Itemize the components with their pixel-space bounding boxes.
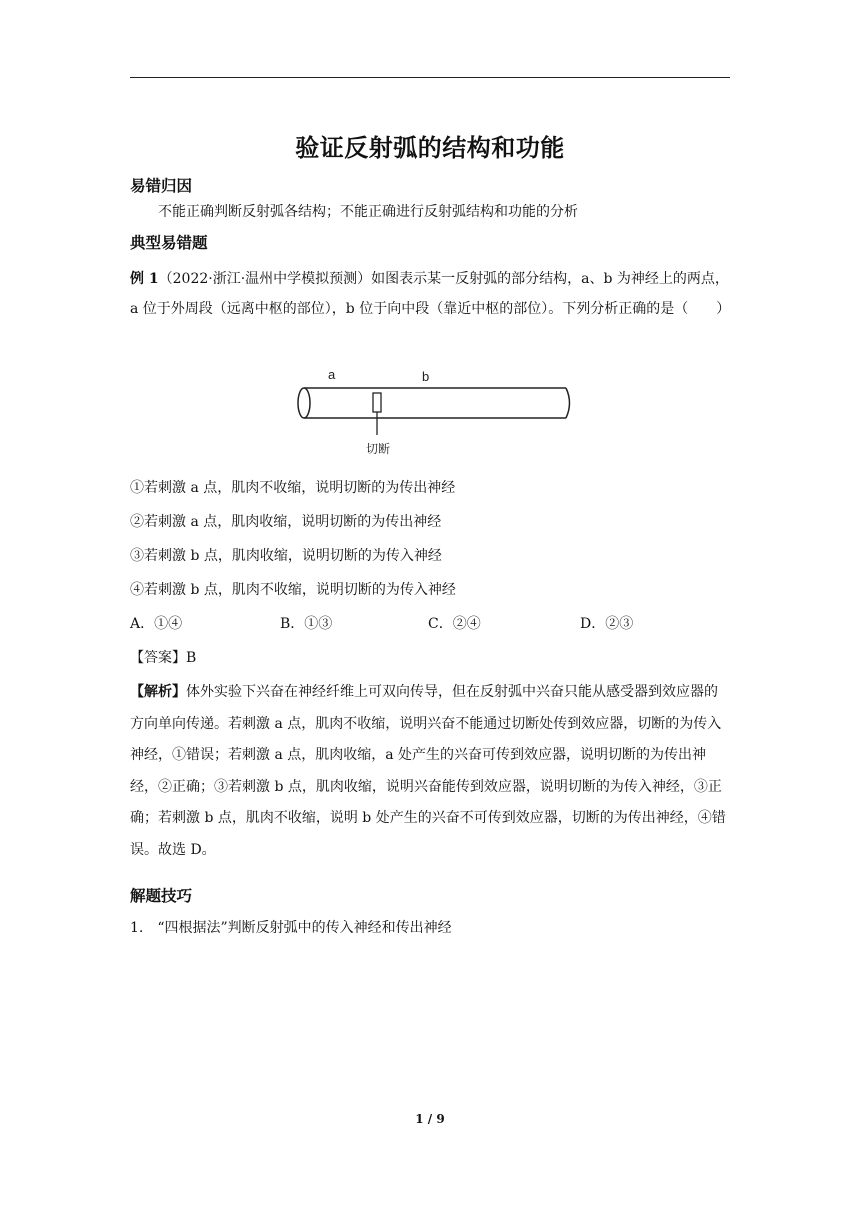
- example-label: 例 1: [130, 271, 159, 287]
- answer-value: B: [186, 650, 197, 666]
- tip-1: 1. “四根据法”判断反射弧中的传入神经和传出神经: [130, 920, 452, 936]
- label-b: b: [422, 369, 430, 384]
- statement-3: ③若刺激 b 点，肌肉收缩，说明切断的为传入神经: [130, 548, 442, 564]
- nerve-diagram: [290, 363, 580, 463]
- example-stem-text: （2022·浙江·温州中学模拟预测）如图表示某一反射弧的部分结构，a、b 为神经上的两点，a 位于外周段（远离中枢的部位），b 位于向中段（靠近中枢的部位）。下列分析正确的是（ ）: [130, 271, 731, 317]
- label-a: a: [328, 367, 336, 382]
- option-a: A．①④: [130, 616, 183, 632]
- analysis: [130, 677, 730, 866]
- header-rule: [130, 77, 730, 78]
- statement-2: ②若刺激 a 点，肌肉收缩，说明切断的为传出神经: [130, 514, 442, 530]
- option-d: D．②③: [580, 616, 634, 632]
- nerve-right-end: [566, 388, 570, 418]
- cut-label: 切断: [366, 442, 391, 456]
- typical-errors-heading: 典型易错题: [130, 234, 208, 252]
- analysis-label: 【解析】: [130, 684, 186, 700]
- statement-1: ①若刺激 a 点，肌肉不收缩，说明切断的为传出神经: [130, 480, 456, 496]
- error-cause-heading: 易错归因: [130, 177, 193, 195]
- statement-4: ④若刺激 b 点，肌肉不收缩，说明切断的为传入神经: [130, 582, 456, 598]
- option-c: C．②④: [428, 616, 481, 632]
- analysis-text: 体外实验下兴奋在神经纤维上可双向传导，但在反射弧中兴奋只能从感受器到效应器的方向单向传递。若刺激 a 点，肌肉不收缩，说明兴奋不能通过切断处传到效应器，切断的为传入神经，①错误；若刺激 a 点，肌肉收缩，a 处产生的兴奋可传到效应器，说明切断的为传出神经，②正确；③若刺激 b 点，肌肉收缩，说明兴奋能传到效应器，说明切断的为传入神经，③正确；若刺激 b 点，肌肉不收缩，说明 b 处产生的兴奋不可传到效应器，切断的为传出神经，④错误。故选 D。: [130, 684, 726, 858]
- nerve-left-end: [298, 388, 310, 418]
- answer-label: 【答案】: [130, 650, 186, 666]
- option-b: B．①③: [280, 616, 333, 632]
- example-question-stem: [130, 264, 730, 324]
- solving-tips-heading: 解题技巧: [130, 887, 193, 905]
- cut-site-marker: [373, 393, 381, 412]
- page-number: 1 / 9: [415, 1112, 445, 1126]
- page-title: 验证反射弧的结构和功能: [295, 134, 565, 162]
- answer: [130, 643, 730, 673]
- error-cause-text: 不能正确判断反射弧各结构；不能正确进行反射弧结构和功能的分析: [158, 204, 578, 220]
